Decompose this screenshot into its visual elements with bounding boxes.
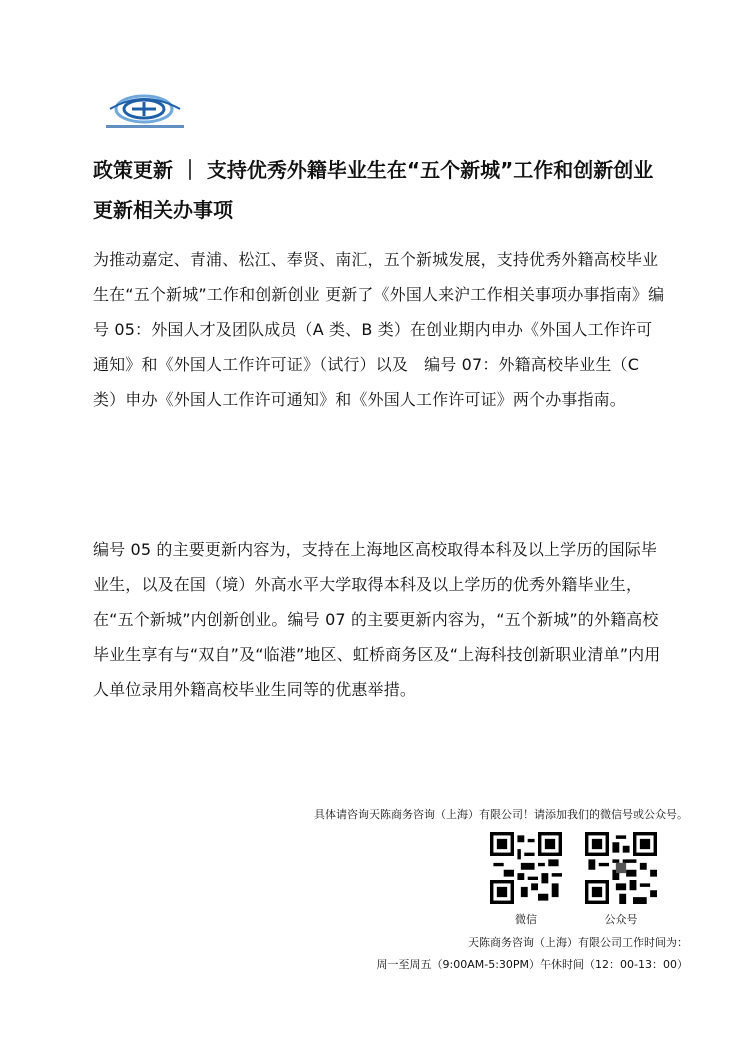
working-hours-line-1: 天陈商务咨询（上海）有限公司工作时间为：	[468, 936, 688, 949]
official-account-label: 公众号	[604, 913, 638, 926]
paragraph-details: 编号 05 的主要更新内容为，支持在上海地区高校取得本科及以上学历的国际毕业生，以及在国（境）外高水平大学取得本科及以上学历的优秀外籍毕业生，在“五个新城”内创新创业。编号 07 的主要更新内容为，“五个新城”的外籍高校毕业生享有与“双自”及“临港”地区、虹桥商务区及“上海科技创新职业清单”内用人单位录用外籍高校毕业生同等的优惠举措。	[93, 540, 661, 699]
company-logo-icon	[104, 92, 186, 132]
wechat-qr-code-icon[interactable]	[490, 832, 562, 904]
working-hours	[377, 932, 688, 976]
paragraph-intro: 为推动嘉定、青浦、松江、奉贤、南汇，五个新城发展，支持优秀外籍高校毕业生在“五个新城”工作和创新创业 更新了《外国人来沪工作相关事项办事指南》编号 05：外国人才及团队成员（A 类、B 类）在创业期内申办《外国人工作许可通知》和《外国人工作许可证》（试行）以及 编号 07：外籍高校毕业生（C 类）申办《外国人工作许可通知》和《外国人工作许可证》两个办事指南。	[93, 250, 665, 409]
contact-line: 具体请咨询天陈商务咨询（上海）有限公司！请添加我们的微信号或公众号。	[314, 808, 688, 821]
page-title: 政策更新 ｜ 支持优秀外籍毕业生在“五个新城”工作和创新创业更新相关办事项	[93, 158, 654, 222]
working-hours-line-2: 周一至周五（9:00AM-5:30PM）午休时间（12：00-13：00）	[376, 958, 688, 971]
wechat-label: 微信	[515, 913, 537, 926]
official-account-qr-code-icon[interactable]	[585, 832, 657, 904]
